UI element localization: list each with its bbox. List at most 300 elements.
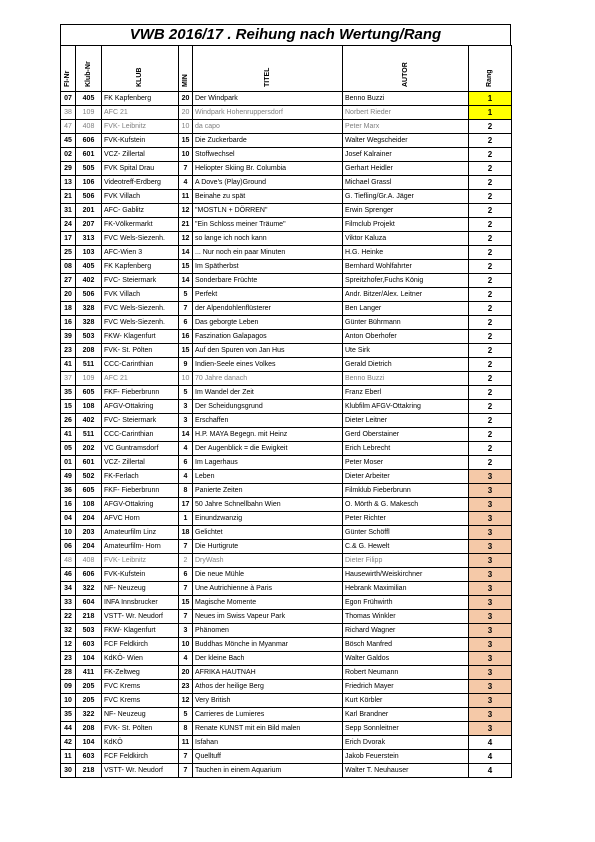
cell-fi-nr: 05 <box>61 442 76 456</box>
cell-titel: Magische Momente <box>193 596 343 610</box>
table-row <box>61 582 512 596</box>
table-row <box>61 610 512 624</box>
cell-min: 12 <box>179 232 193 246</box>
cell-autor: Erich Dvorak <box>343 736 469 750</box>
cell-min: 18 <box>179 526 193 540</box>
cell-min: 20 <box>179 92 193 106</box>
table-row <box>61 428 512 442</box>
cell-klub: KdKÖ- Wien <box>102 652 179 666</box>
cell-min: 20 <box>179 106 193 120</box>
table-row <box>61 246 512 260</box>
cell-klub-nr: 202 <box>76 442 102 456</box>
cell-klub: FVK Villach <box>102 190 179 204</box>
cell-autor: Peter Richter <box>343 512 469 526</box>
cell-autor: C.& G. Hewelt <box>343 540 469 554</box>
table-row <box>61 176 512 190</box>
cell-autor: H.G. Heinke <box>343 246 469 260</box>
cell-autor: Gerd Oberstainer <box>343 428 469 442</box>
cell-klub: Amateurfilm- Horn <box>102 540 179 554</box>
cell-autor: Michael Grassl <box>343 176 469 190</box>
cell-fi-nr: 10 <box>61 526 76 540</box>
cell-min: 3 <box>179 414 193 428</box>
cell-klub: NF- Neuzeug <box>102 582 179 596</box>
cell-klub: AFC 21 <box>102 106 179 120</box>
cell-titel: Panierte Zeiten <box>193 484 343 498</box>
cell-klub: FVK Spital Drau <box>102 162 179 176</box>
cell-titel: Neues im Swiss Vapeur Park <box>193 610 343 624</box>
cell-fi-nr: 37 <box>61 372 76 386</box>
table-body <box>61 92 512 778</box>
cell-rang: 2 <box>469 190 512 204</box>
cell-fi-nr: 02 <box>61 148 76 162</box>
cell-klub-nr: 205 <box>76 694 102 708</box>
cell-rang: 2 <box>469 246 512 260</box>
cell-fi-nr: 41 <box>61 428 76 442</box>
table-row <box>61 722 512 736</box>
cell-min: 7 <box>179 750 193 764</box>
table-row <box>61 498 512 512</box>
cell-klub-nr: 103 <box>76 246 102 260</box>
cell-min: 15 <box>179 260 193 274</box>
table-row <box>61 442 512 456</box>
cell-klub-nr: 605 <box>76 386 102 400</box>
cell-autor: Norbert Rieder <box>343 106 469 120</box>
table-row <box>61 694 512 708</box>
header-klub-label: KLUB <box>136 67 143 87</box>
cell-min: 7 <box>179 764 193 778</box>
cell-fi-nr: 34 <box>61 582 76 596</box>
cell-fi-nr: 45 <box>61 134 76 148</box>
cell-klub: INFA Innsbrucker <box>102 596 179 610</box>
cell-min: 8 <box>179 484 193 498</box>
cell-klub-nr: 208 <box>76 344 102 358</box>
header-min <box>179 46 193 92</box>
cell-min: 5 <box>179 386 193 400</box>
cell-klub: FVC- Steiermark <box>102 274 179 288</box>
table-row <box>61 330 512 344</box>
table-row <box>61 456 512 470</box>
table-row <box>61 260 512 274</box>
cell-klub-nr: 405 <box>76 92 102 106</box>
ranking-table <box>60 45 512 778</box>
cell-fi-nr: 32 <box>61 624 76 638</box>
cell-klub: CCC-Carinthian <box>102 428 179 442</box>
cell-autor: Filmclub Projekt <box>343 218 469 232</box>
cell-klub: FCF Feldkirch <box>102 750 179 764</box>
cell-rang: 1 <box>469 92 512 106</box>
cell-fi-nr: 13 <box>61 176 76 190</box>
cell-fi-nr: 42 <box>61 736 76 750</box>
cell-autor: O. Mörth & G. Makesch <box>343 498 469 512</box>
cell-fi-nr: 24 <box>61 218 76 232</box>
table-row <box>61 120 512 134</box>
cell-titel: Phänomen <box>193 624 343 638</box>
cell-fi-nr: 47 <box>61 120 76 134</box>
cell-min: 21 <box>179 218 193 232</box>
table-row <box>61 526 512 540</box>
cell-titel: Im Spätherbst <box>193 260 343 274</box>
cell-rang: 4 <box>469 764 512 778</box>
table-row <box>61 708 512 722</box>
cell-titel: Renate KUNST mit ein Bild malen <box>193 722 343 736</box>
cell-titel: Das geborgte Leben <box>193 316 343 330</box>
cell-rang: 3 <box>469 568 512 582</box>
cell-min: 10 <box>179 148 193 162</box>
cell-klub-nr: 204 <box>76 512 102 526</box>
cell-klub-nr: 405 <box>76 260 102 274</box>
cell-min: 15 <box>179 596 193 610</box>
cell-titel: A Dove's (Play)Ground <box>193 176 343 190</box>
cell-klub: VCZ- Zillertal <box>102 148 179 162</box>
cell-autor: Dieter Arbeiter <box>343 470 469 484</box>
cell-min: 14 <box>179 246 193 260</box>
cell-autor: Viktor Kaluza <box>343 232 469 246</box>
cell-fi-nr: 09 <box>61 680 76 694</box>
cell-rang: 2 <box>469 232 512 246</box>
cell-rang: 3 <box>469 498 512 512</box>
table-row <box>61 750 512 764</box>
cell-rang: 2 <box>469 428 512 442</box>
cell-rang: 2 <box>469 344 512 358</box>
cell-klub-nr: 106 <box>76 176 102 190</box>
header-row <box>61 46 512 92</box>
cell-klub: FKF- Fieberbrunn <box>102 386 179 400</box>
header-rang <box>469 46 512 92</box>
cell-min: 16 <box>179 330 193 344</box>
cell-autor: Egon Frühwirth <box>343 596 469 610</box>
cell-autor: Karl Brandner <box>343 708 469 722</box>
cell-titel: Im Lagerhaus <box>193 456 343 470</box>
cell-rang: 2 <box>469 316 512 330</box>
cell-titel: "MOSTLN + DÖRREN" <box>193 204 343 218</box>
cell-rang: 3 <box>469 638 512 652</box>
cell-autor: Jakob Feuerstein <box>343 750 469 764</box>
table-row <box>61 274 512 288</box>
cell-klub-nr: 322 <box>76 582 102 596</box>
table-row <box>61 638 512 652</box>
table-row <box>61 302 512 316</box>
cell-titel: da capo <box>193 120 343 134</box>
cell-titel: 50 Jahre Schnellbahn Wien <box>193 498 343 512</box>
table-row <box>61 400 512 414</box>
cell-min: 4 <box>179 652 193 666</box>
cell-klub: AFC- Gablitz <box>102 204 179 218</box>
cell-titel: so lange ich noch kann <box>193 232 343 246</box>
cell-autor: Dieter Filipp <box>343 554 469 568</box>
table-row <box>61 414 512 428</box>
cell-titel: "Ein Schloss meiner Träume" <box>193 218 343 232</box>
cell-klub-nr: 328 <box>76 302 102 316</box>
cell-autor: Erich Lebrecht <box>343 442 469 456</box>
cell-titel: Isfahan <box>193 736 343 750</box>
cell-rang: 3 <box>469 484 512 498</box>
cell-fi-nr: 36 <box>61 484 76 498</box>
cell-klub-nr: 502 <box>76 470 102 484</box>
table-row <box>61 540 512 554</box>
cell-rang: 2 <box>469 204 512 218</box>
cell-klub: FK Kapfenberg <box>102 92 179 106</box>
cell-autor: Anton Oberhofer <box>343 330 469 344</box>
cell-rang: 3 <box>469 540 512 554</box>
cell-klub-nr: 503 <box>76 330 102 344</box>
cell-klub-nr: 322 <box>76 708 102 722</box>
cell-klub: FKW- Klagenfurt <box>102 624 179 638</box>
cell-klub: Amateurfilm Linz <box>102 526 179 540</box>
cell-fi-nr: 33 <box>61 596 76 610</box>
cell-klub: FK-Völkermarkt <box>102 218 179 232</box>
cell-klub-nr: 605 <box>76 484 102 498</box>
cell-min: 7 <box>179 610 193 624</box>
cell-klub: FCF Feldkirch <box>102 638 179 652</box>
cell-klub: FVC Krems <box>102 680 179 694</box>
cell-autor: Walter Wegscheider <box>343 134 469 148</box>
cell-rang: 3 <box>469 680 512 694</box>
cell-autor: Richard Wagner <box>343 624 469 638</box>
cell-min: 14 <box>179 428 193 442</box>
cell-rang: 2 <box>469 162 512 176</box>
cell-fi-nr: 11 <box>61 750 76 764</box>
cell-klub-nr: 402 <box>76 414 102 428</box>
cell-fi-nr: 28 <box>61 666 76 680</box>
table-row <box>61 470 512 484</box>
cell-fi-nr: 31 <box>61 204 76 218</box>
table-row <box>61 204 512 218</box>
table-row <box>61 344 512 358</box>
cell-klub-nr: 207 <box>76 218 102 232</box>
cell-rang: 3 <box>469 554 512 568</box>
cell-fi-nr: 04 <box>61 512 76 526</box>
cell-titel: Auf den Spuren von Jan Hus <box>193 344 343 358</box>
cell-titel: Der Windpark <box>193 92 343 106</box>
cell-klub-nr: 505 <box>76 162 102 176</box>
cell-klub-nr: 601 <box>76 456 102 470</box>
cell-rang: 2 <box>469 442 512 456</box>
cell-min: 3 <box>179 624 193 638</box>
cell-klub: FVK- Leibnitz <box>102 120 179 134</box>
cell-fi-nr: 18 <box>61 302 76 316</box>
cell-min: 23 <box>179 680 193 694</box>
cell-titel: Perfekt <box>193 288 343 302</box>
cell-fi-nr: 17 <box>61 232 76 246</box>
cell-klub: VC Guntramsdorf <box>102 442 179 456</box>
cell-fi-nr: 08 <box>61 260 76 274</box>
cell-fi-nr: 23 <box>61 652 76 666</box>
cell-titel: Quelltuff <box>193 750 343 764</box>
cell-titel: Heliopter Skiing Br. Columbia <box>193 162 343 176</box>
cell-min: 10 <box>179 120 193 134</box>
cell-fi-nr: 06 <box>61 540 76 554</box>
cell-fi-nr: 38 <box>61 106 76 120</box>
cell-fi-nr: 35 <box>61 708 76 722</box>
cell-klub: AFGV-Ottakring <box>102 400 179 414</box>
cell-fi-nr: 07 <box>61 92 76 106</box>
cell-rang: 2 <box>469 302 512 316</box>
cell-rang: 3 <box>469 722 512 736</box>
cell-rang: 1 <box>469 106 512 120</box>
cell-klub-nr: 503 <box>76 624 102 638</box>
cell-fi-nr: 49 <box>61 470 76 484</box>
table-row <box>61 218 512 232</box>
cell-rang: 2 <box>469 148 512 162</box>
cell-min: 15 <box>179 134 193 148</box>
cell-autor: Friedrich Mayer <box>343 680 469 694</box>
cell-rang: 3 <box>469 610 512 624</box>
cell-rang: 2 <box>469 414 512 428</box>
cell-rang: 3 <box>469 708 512 722</box>
cell-min: 2 <box>179 554 193 568</box>
cell-min: 4 <box>179 470 193 484</box>
cell-fi-nr: 41 <box>61 358 76 372</box>
header-titel <box>193 46 343 92</box>
cell-titel: DryWash <box>193 554 343 568</box>
cell-rang: 2 <box>469 400 512 414</box>
cell-min: 4 <box>179 442 193 456</box>
cell-min: 17 <box>179 498 193 512</box>
cell-klub-nr: 511 <box>76 358 102 372</box>
header-klub-nr-label: Klub-Nr <box>84 61 92 87</box>
cell-rang: 2 <box>469 260 512 274</box>
cell-min: 14 <box>179 274 193 288</box>
table-row <box>61 680 512 694</box>
cell-rang: 3 <box>469 470 512 484</box>
cell-min: 6 <box>179 316 193 330</box>
cell-klub: FK-Ferlach <box>102 470 179 484</box>
cell-autor: Gerhart Heidler <box>343 162 469 176</box>
cell-min: 10 <box>179 638 193 652</box>
cell-autor: Peter Moser <box>343 456 469 470</box>
table-row <box>61 736 512 750</box>
cell-klub: NF- Neuzeug <box>102 708 179 722</box>
table-row <box>61 386 512 400</box>
cell-klub-nr: 603 <box>76 750 102 764</box>
cell-min: 4 <box>179 176 193 190</box>
cell-min: 12 <box>179 694 193 708</box>
cell-klub-nr: 205 <box>76 680 102 694</box>
header-fi-nr <box>61 46 76 92</box>
cell-klub: KdKÖ <box>102 736 179 750</box>
table-row <box>61 106 512 120</box>
cell-fi-nr: 12 <box>61 638 76 652</box>
cell-klub-nr: 104 <box>76 736 102 750</box>
cell-klub-nr: 604 <box>76 596 102 610</box>
cell-rang: 3 <box>469 512 512 526</box>
cell-autor: G. Tiefling/Gr.A. Jäger <box>343 190 469 204</box>
cell-fi-nr: 26 <box>61 414 76 428</box>
cell-titel: Erschaffen <box>193 414 343 428</box>
cell-klub-nr: 511 <box>76 428 102 442</box>
cell-autor: Kurt Körbler <box>343 694 469 708</box>
table-row <box>61 372 512 386</box>
page-title: VWB 2016/17 . Reihung nach Wertung/Rang <box>60 24 511 45</box>
cell-klub: CCC-Carinthian <box>102 358 179 372</box>
cell-min: 5 <box>179 288 193 302</box>
cell-autor: Bösch Manfred <box>343 638 469 652</box>
cell-klub: FKF- Fieberbrunn <box>102 484 179 498</box>
cell-fi-nr: 01 <box>61 456 76 470</box>
cell-klub-nr: 313 <box>76 232 102 246</box>
cell-titel: Gelichtet <box>193 526 343 540</box>
cell-fi-nr: 44 <box>61 722 76 736</box>
cell-rang: 3 <box>469 624 512 638</box>
cell-rang: 4 <box>469 750 512 764</box>
table-row <box>61 190 512 204</box>
cell-fi-nr: 35 <box>61 386 76 400</box>
table-row <box>61 596 512 610</box>
cell-min: 7 <box>179 582 193 596</box>
cell-fi-nr: 20 <box>61 288 76 302</box>
cell-min: 12 <box>179 204 193 218</box>
cell-fi-nr: 48 <box>61 554 76 568</box>
cell-klub: FVC Wels-Siezenh. <box>102 232 179 246</box>
cell-autor: Benno Buzzi <box>343 372 469 386</box>
header-autor <box>343 46 469 92</box>
cell-fi-nr: 30 <box>61 764 76 778</box>
cell-rang: 3 <box>469 582 512 596</box>
cell-klub: Videotreff-Erdberg <box>102 176 179 190</box>
cell-min: 8 <box>179 722 193 736</box>
cell-klub: FKW- Klagenfurt <box>102 330 179 344</box>
cell-fi-nr: 22 <box>61 610 76 624</box>
cell-klub-nr: 108 <box>76 498 102 512</box>
cell-klub-nr: 328 <box>76 316 102 330</box>
table-row <box>61 666 512 680</box>
cell-klub-nr: 506 <box>76 190 102 204</box>
header-fi-nr-label: FI-Nr <box>64 70 71 87</box>
header-klub <box>102 46 179 92</box>
cell-min: 1 <box>179 512 193 526</box>
table-row <box>61 512 512 526</box>
table-row <box>61 652 512 666</box>
cell-titel: Die neue Mühle <box>193 568 343 582</box>
cell-autor: Erwin Sprenger <box>343 204 469 218</box>
cell-fi-nr: 46 <box>61 568 76 582</box>
cell-titel: Athos der heilige Berg <box>193 680 343 694</box>
cell-titel: Der Scheidungsgrund <box>193 400 343 414</box>
cell-klub: FVC Krems <box>102 694 179 708</box>
cell-titel: ... Nur noch ein paar Minuten <box>193 246 343 260</box>
cell-klub: FVK- St. Pölten <box>102 722 179 736</box>
cell-klub-nr: 411 <box>76 666 102 680</box>
table-row <box>61 148 512 162</box>
table-row <box>61 92 512 106</box>
cell-fi-nr: 29 <box>61 162 76 176</box>
cell-autor: Günter Bührmann <box>343 316 469 330</box>
cell-rang: 2 <box>469 176 512 190</box>
cell-klub: FK-Zeltweg <box>102 666 179 680</box>
table-row <box>61 316 512 330</box>
cell-autor: Walter T. Neuhauser <box>343 764 469 778</box>
cell-autor: Hausewirth/Weiskirchner <box>343 568 469 582</box>
cell-autor: Spreitzhofer,Fuchs König <box>343 274 469 288</box>
cell-klub: AFVC Horn <box>102 512 179 526</box>
cell-autor: Franz Eberl <box>343 386 469 400</box>
cell-titel: Im Wandel der Zeit <box>193 386 343 400</box>
cell-autor: Hebrank Maximilian <box>343 582 469 596</box>
cell-titel: 70 Jahre danach <box>193 372 343 386</box>
cell-fi-nr: 23 <box>61 344 76 358</box>
header-rang-label: Rang <box>486 69 493 87</box>
cell-klub-nr: 201 <box>76 204 102 218</box>
cell-fi-nr: 25 <box>61 246 76 260</box>
cell-autor: Walter Galdos <box>343 652 469 666</box>
cell-titel: Leben <box>193 470 343 484</box>
cell-titel: Einundzwanzig <box>193 512 343 526</box>
cell-fi-nr: 10 <box>61 694 76 708</box>
cell-rang: 3 <box>469 596 512 610</box>
cell-min: 9 <box>179 358 193 372</box>
cell-klub: VSTT- Wr. Neudorf <box>102 764 179 778</box>
cell-autor: Robert Neumann <box>343 666 469 680</box>
